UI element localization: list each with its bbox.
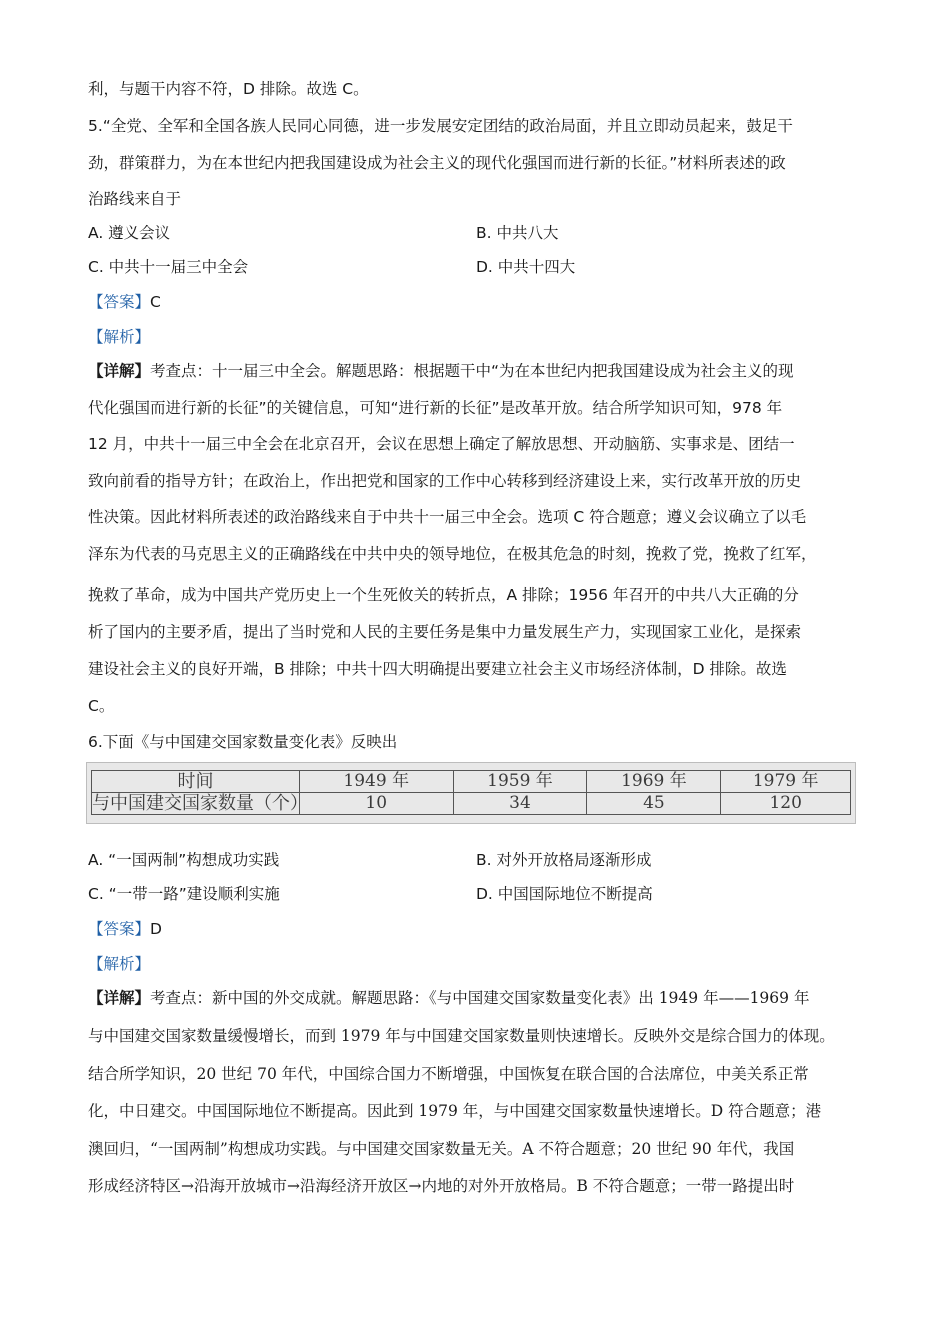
q6-detail-line-2: 与中国建交国家数量缓慢增长，而到 1979 年与中国建交国家数量则快速增长。反映外交是综合国力的体现。 (88, 1027, 835, 1045)
q5-stem-line-2: 劲，群策群力，为在本世纪内把我国建设成为社会主义的现代化强国而进行新的长征。”材料所表述的政 (88, 154, 786, 172)
table-row (92, 793, 851, 815)
q5-detail-line-5: 性决策。因此材料所表述的政治路线来自于中共十一届三中全会。选项 C 符合题意；遵义会议确立了以毛 (88, 508, 807, 526)
q6-detail-line-5: 澳回归，“一国两制”构想成功实践。与中国建交国家数量无关。A 不符合题意；20 世纪 90 年代，我国 (88, 1140, 795, 1158)
q6-option-d: D. 中国国际地位不断提高 (476, 885, 653, 903)
prev-question-continuation: 利，与题干内容不符，D 排除。故选 C。 (88, 80, 369, 98)
table-cell: 34 (453, 793, 587, 815)
q5-detail-line-9: 建设社会主义的良好开端，B 排除；中共十四大明确提出要建立社会主义市场经济体制，D 排除。故选 (88, 660, 787, 678)
q5-detail-text-1: 考查点：十一届三中全会。解题思路：根据题干中“为在本世纪内把我国建设成为社会主义的现 (150, 362, 794, 380)
table-header-cell: 1959 年 (453, 771, 587, 793)
q6-detail-line-1 (88, 987, 809, 1009)
diplomatic-relations-table-image (86, 762, 856, 824)
diplomatic-relations-table (91, 770, 851, 815)
q6-detail-text-1: 考查点：新中国的外交成就。解题思路：《与中国建交国家数量变化表》出 1949 年——1969 年 (150, 989, 810, 1007)
q5-detail-line-7: 挽救了革命，成为中国共产党历史上一个生死攸关的转折点，A 排除；1956 年召开的中共八大正确的分 (88, 586, 799, 604)
table-cell: 120 (721, 793, 851, 815)
q5-detail-line-1 (88, 360, 794, 382)
table-cell: 45 (587, 793, 721, 815)
q5-stem-line-3: 治路线来自于 (88, 190, 182, 208)
q5-answer-value: C (150, 293, 161, 311)
table-header-cell: 1979 年 (721, 771, 851, 793)
q6-detail-tag: 【详解】 (88, 988, 151, 1007)
q5-detail-line-4: 致向前看的指导方针；在政治上，作出把党和国家的工作中心转移到经济建设上来，实行改革开放的历史 (88, 472, 802, 490)
q6-answer-tag: 【答案】 (88, 920, 151, 938)
q6-answer (88, 918, 162, 940)
q6-option-c: C. “一带一路”建设顺利实施 (88, 885, 280, 903)
q6-option-a: A. “一国两制”构想成功实践 (88, 851, 280, 869)
q5-detail-line-8: 析了国内的主要矛盾，提出了当时党和人民的主要任务是集中力量发展生产力，实现国家工业化，是探索 (88, 623, 802, 641)
q5-detail-line-6: 泽东为代表的马克思主义的正确路线在中共中央的领导地位，在极其危急的时刻，挽救了党，挽救了红军， (88, 545, 817, 563)
q6-stem: 6.下面《与中国建交国家数量变化表》反映出 (88, 733, 398, 751)
table-header-row (92, 771, 851, 793)
q5-detail-line-3: 12 月，中共十一届三中全会在北京召开，会议在思想上确定了解放思想、开动脑筋、实事求是、团结一 (88, 435, 795, 453)
q5-detail-line-10: C。 (88, 697, 115, 715)
q5-answer (88, 291, 161, 313)
q6-detail-line-6: 形成经济特区→沿海开放城市→沿海经济开放区→内地的对外开放格局。B 不符合题意；一带一路提出时 (88, 1177, 795, 1195)
q6-analysis-tag: 【解析】 (88, 955, 151, 973)
q5-answer-tag: 【答案】 (88, 293, 151, 311)
table-cell: 与中国建交国家数量（个） (92, 793, 308, 814)
q5-option-b: B. 中共八大 (476, 224, 559, 242)
q6-option-b: B. 对外开放格局逐渐形成 (476, 851, 652, 869)
q5-option-a: A. 遵义会议 (88, 224, 171, 242)
q6-answer-value: D (150, 920, 162, 938)
q5-detail-line-2: 代化强国而进行新的长征”的关键信息，可知“进行新的长征”是改革开放。结合所学知识可知，978 年 (88, 399, 783, 417)
table-cell: 10 (299, 793, 453, 815)
q5-analysis-tag: 【解析】 (88, 328, 151, 346)
q5-stem-line-1: 5.“全党、全军和全国各族人民同心同德，进一步发展安定团结的政治局面，并且立即动员起来，鼓足干 (88, 117, 793, 135)
q5-option-d: D. 中共十四大 (476, 258, 576, 276)
table-header-cell: 1949 年 (299, 771, 453, 793)
q6-detail-line-3: 结合所学知识，20 世纪 70 年代，中国综合国力不断增强，中国恢复在联合国的合法席位，中美关系正常 (88, 1065, 809, 1083)
q5-option-c: C. 中共十一届三中全会 (88, 258, 249, 276)
table-header-cell: 1969 年 (587, 771, 721, 793)
q6-detail-line-4: 化，中日建交。中国国际地位不断提高。因此到 1979 年，与中国建交国家数量快速增长。D 符合题意；港 (88, 1102, 822, 1120)
table-header-cell: 时间 (92, 771, 300, 793)
q5-detail-tag: 【详解】 (88, 362, 151, 380)
